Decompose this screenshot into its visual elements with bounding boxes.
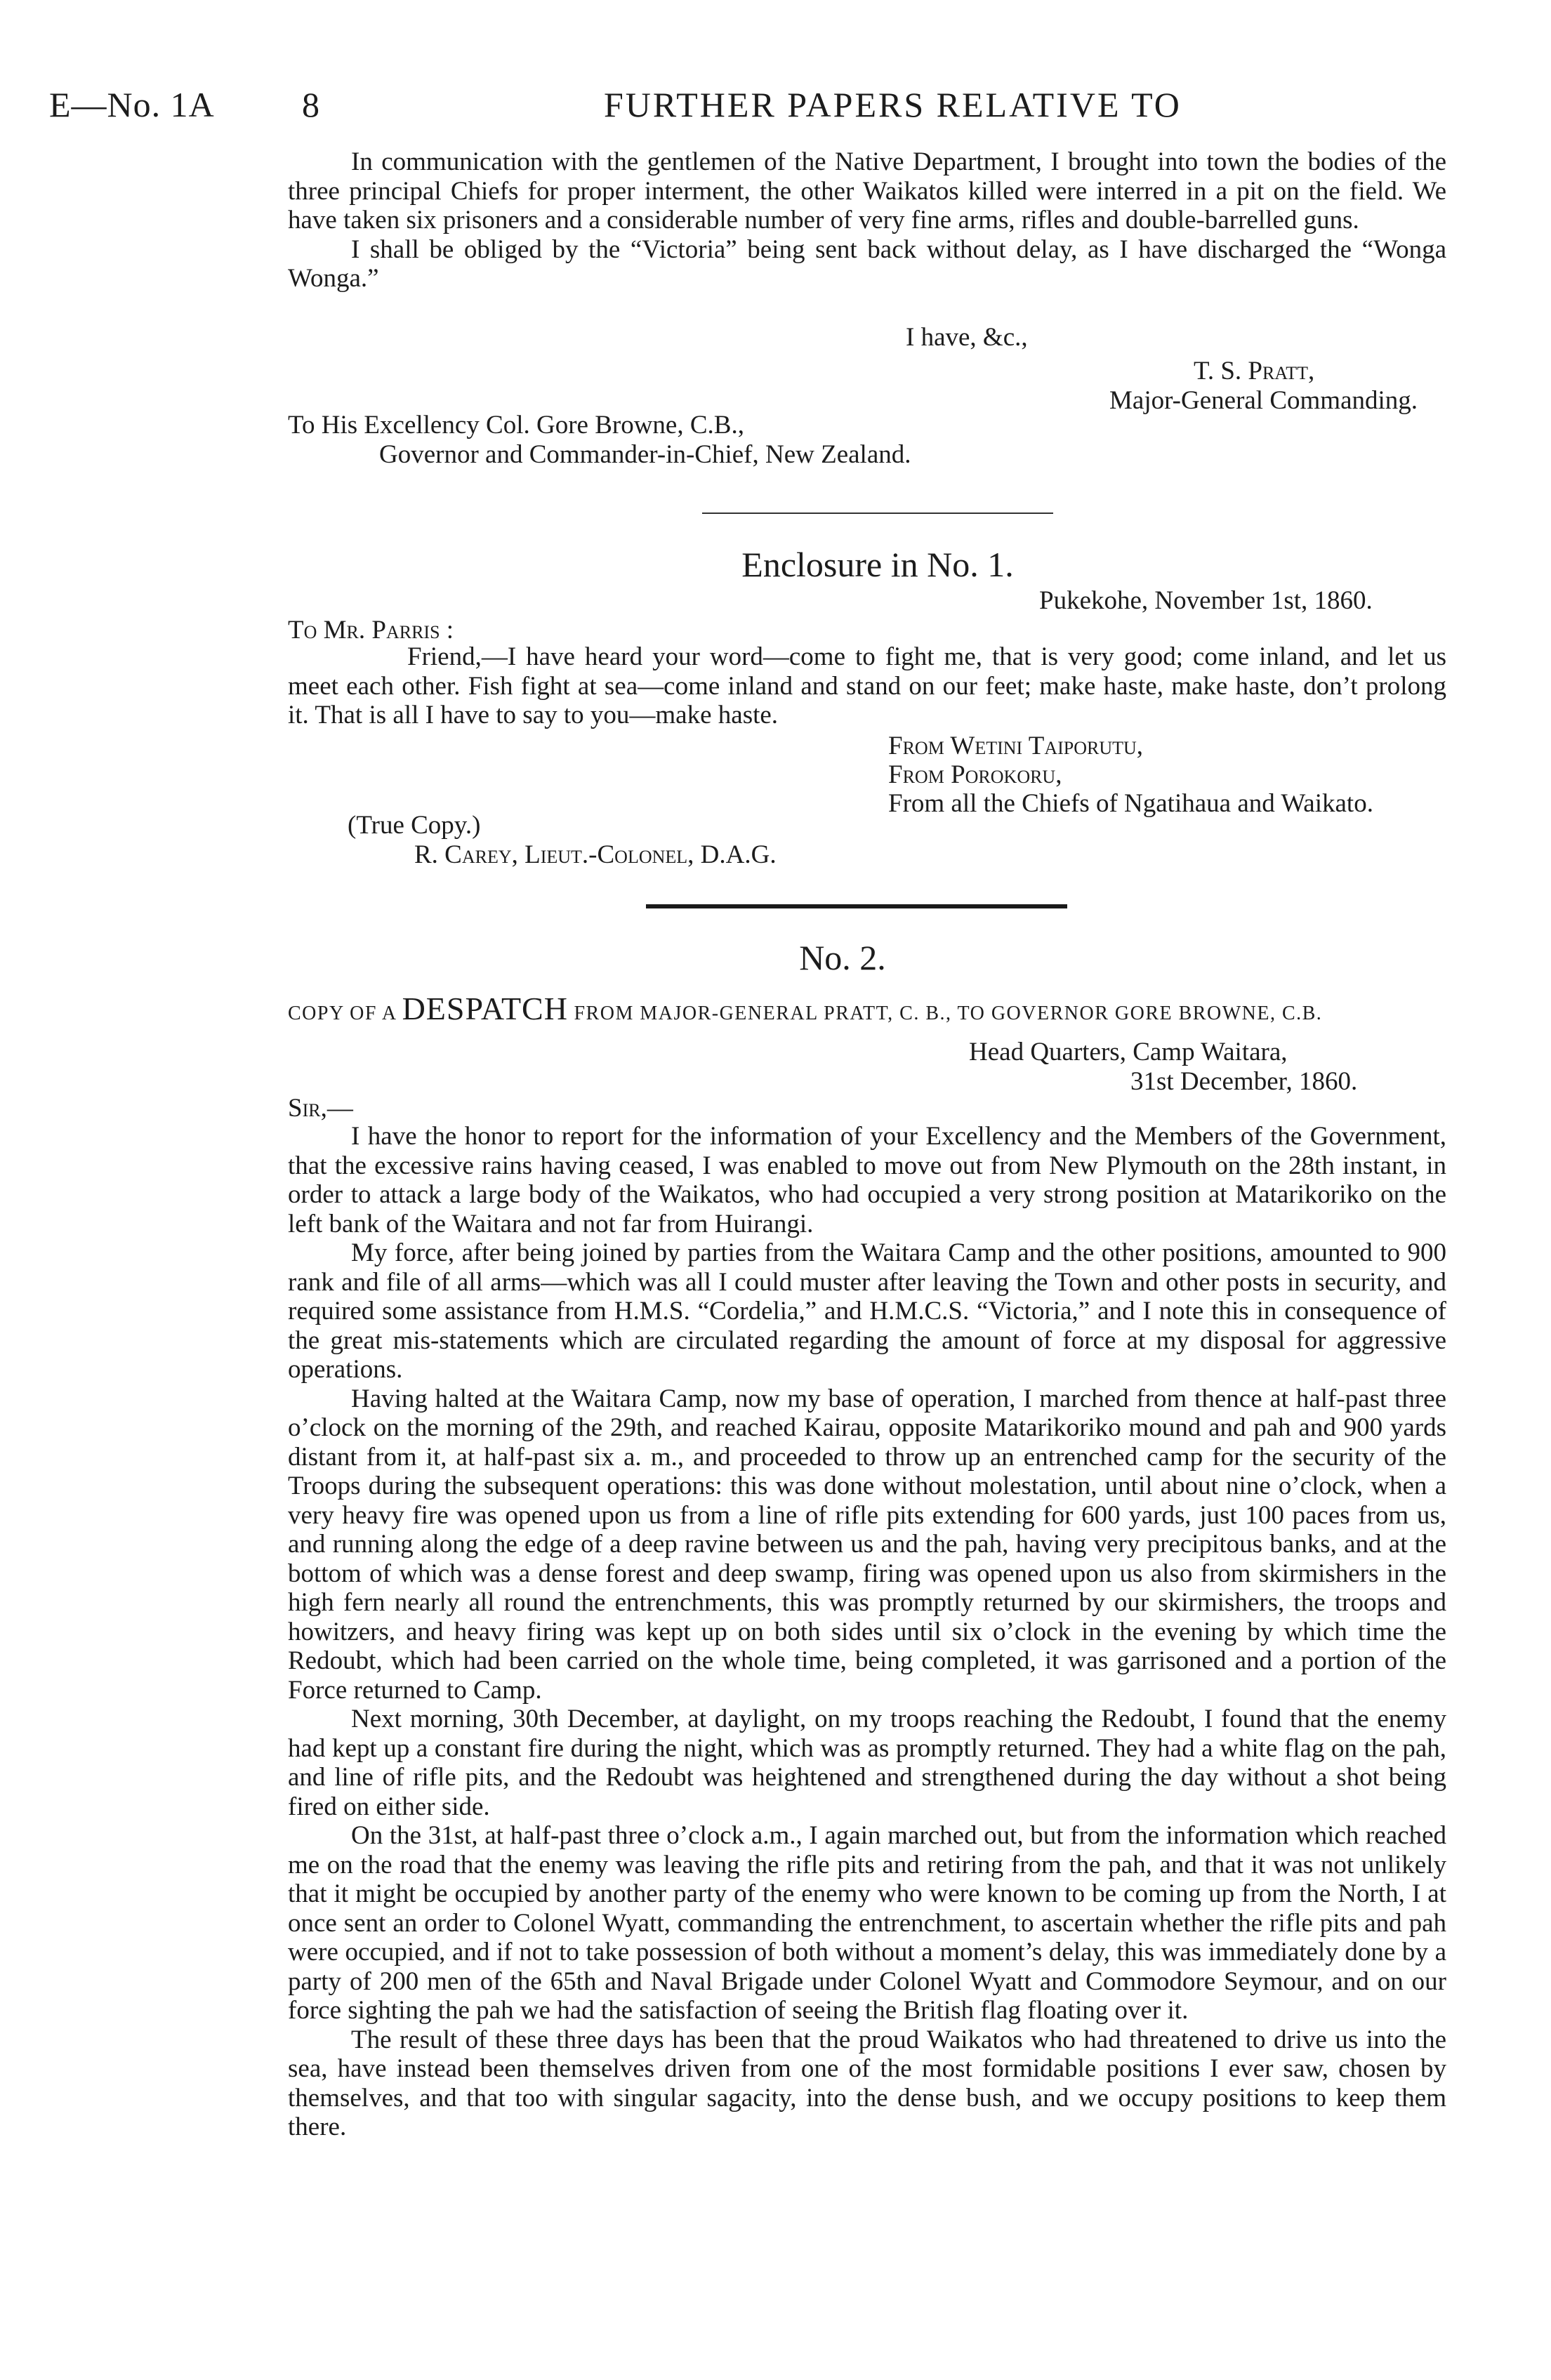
enclosure-sender: From Wetini Taiporutu, [888, 732, 1144, 760]
enclosure-heading: Enclosure in No. 1. [741, 545, 1014, 584]
letter-closing: I have, &c., [906, 323, 1028, 352]
paragraph: My force, after being joined by parties from the Waitara Camp and the other positions, amounted to 900 rank and file of all arms—which was all I could muster after leaving the Town and other posts in security, and required some assistance from H.M.S. “Cordelia,” and H.M.C.S. “Victoria,” and I note this in consequence of the great mis-statements which are circulated regarding the amount of force at my disposal for aggressive operations. [288, 1238, 1446, 1384]
true-copy-note: (True Copy.) [348, 811, 481, 840]
despatch-body [288, 1122, 1446, 2142]
paragraph: Friend,—I have heard your word—come to fight me, that is very good; come inland, and let us meet each other. Fish fight at sea—come inland and stand on our feet; make haste, make haste, don’t prolong it. That is all I have to say to you—make haste. [288, 642, 1446, 729]
addressee-line: To His Excellency Col. Gore Browne, C.B., [288, 411, 744, 439]
paragraph: The result of these three days has been that the proud Waikatos who had threatened to drive us into the sea, have instead been themselves driven from one of the most formidable positions I ever saw, chosen by themselves, and that too with singular sagacity, into the dense bush, and we occupy positions to keep them there. [288, 2025, 1446, 2141]
paragraph: Next morning, 30th December, at daylight, on my troops reaching the Redoubt, I found that the enemy had kept up a constant fire during the night, which was as promptly returned. They had a white flag on the pah, and line of rifle pits, and the Redoubt was heightened and strengthened during the day without a shot being fired on either side. [288, 1705, 1446, 1821]
running-title: FURTHER PAPERS RELATIVE TO [604, 85, 1182, 124]
signature-name: T. S. Pratt, [1194, 357, 1315, 385]
caption-part: FROM MAJOR-GENERAL PRATT, C. B., TO GOVERNOR GORE BROWNE, C.B. [567, 1003, 1323, 1024]
enclosure-place-date: Pukekohe, November 1st, 1860. [1039, 586, 1373, 615]
caption-despatch-word: DESPATCH [402, 991, 568, 1026]
enclosure-body [288, 642, 1446, 730]
paragraph: On the 31st, at half-past three o’clock a.m., I again marched out, but from the information which reached me on the road that the enemy was leaving the rifle pits and retiring from the pah, and that it was not unlikely that it might be occupied by another party of the enemy who were known to be coming up from the North, I at once sent an order to Colonel Wyatt, commanding the entrenchment, to ascertain whether the rifle pits and pah were occupied, and if not to take possession of both without a moment’s delay, this was immediately done by a party of 200 men of the 65th and Naval Brigade under Colonel Wyatt and Commodore Seymour, and on our force sighting the pah we had the satisfaction of seeing the British flag floating over it. [288, 1821, 1446, 2025]
enclosure-sender: From all the Chiefs of Ngatihaua and Waikato. [888, 789, 1373, 818]
caption-part: COPY OF A [288, 1003, 402, 1024]
despatch-date: 31st December, 1860. [1130, 1067, 1358, 1096]
running-header [49, 84, 1502, 140]
addressee-line: Governor and Commander-in-Chief, New Zealand. [379, 440, 911, 469]
salutation: Sir,— [288, 1094, 353, 1123]
paragraph: Having halted at the Waitara Camp, now my base of operation, I marched from thence at half-past three o’clock on the morning of the 29th, and reached Kairau, opposite Matarikoriko mound and pah and 900 yards distant from it, at half-past six a. m., and proceeded to throw up an entrenched camp for the security of the Troops during the subsequent operations: this was done without molestation, until about nine o’clock, when a very heavy fire was opened upon us from a line of rifle pits extending for 600 yards, just 100 paces from us, and running along the edge of a deep ravine between us and the pah, having very precipitous banks, and at the bottom of which was a dense forest and deep swamp, firing was opened upon us also from skirmishers in the high fern nearly all round the entrenchments, this was promptly returned by our skirmishers, the troops and howitzers, and heavy firing was kept up on both sides until six o’clock in the evening by which time the Redoubt, which had been carried on the whole time, being completed, it was garrisoned and a portion of the Force returned to Camp. [288, 1384, 1446, 1705]
page-number: 8 [302, 85, 319, 124]
despatch-number-heading: No. 2. [799, 938, 886, 977]
signature-title: Major-General Commanding. [1109, 386, 1418, 415]
paragraph: In communication with the gentlemen of the Native Department, I brought into town the bodies of the three principal Chiefs for proper interment, the other Waikatos killed were interred in a pit on the field. We have taken six prisoners and a considerable number of very fine arms, rifles and double-barrelled guns. [288, 147, 1446, 234]
paragraph: I have the honor to report for the information of your Excellency and the Members of the Government, that the excessive rains having ceased, I was enabled to move out from New Plymouth on the 28th instant, in order to attack a large body of the Waikatos, who had occupied a very strong position at Matarikoriko on the left bank of the Waitara and not far from Huirangi. [288, 1122, 1446, 1238]
enclosure-recipient: To Mr. Parris : [288, 616, 454, 644]
certifier: R. Carey, Lieut.-Colonel, D.A.G. [414, 840, 777, 869]
document-reference: E—No. 1A [49, 85, 215, 124]
despatch-caption [288, 990, 1322, 1027]
paragraph: I shall be obliged by the “Victoria” being sent back without delay, as I have discharged the “Wonga Wonga.” [288, 234, 1446, 293]
section-divider [702, 513, 1053, 514]
enclosure-sender: From Porokoru, [888, 760, 1062, 789]
despatch-place: Head Quarters, Camp Waitara, [969, 1038, 1288, 1066]
letter-continuation [288, 147, 1446, 293]
section-divider-thick [646, 904, 1067, 908]
